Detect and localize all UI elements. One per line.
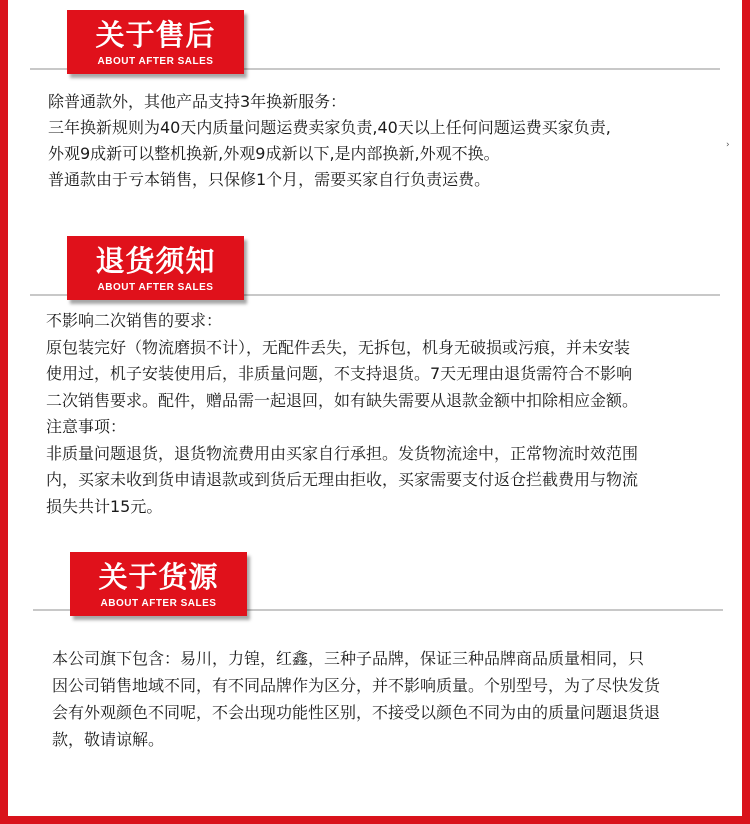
text-line: 三年换新规则为40天内质量问题运费卖家负责,40天以上任何问题运费买家负责,: [48, 118, 611, 137]
section-title: 关于货源: [98, 560, 219, 594]
text-line: 款，敬请谅解。: [52, 730, 165, 749]
text-line: 注意事项：: [46, 417, 127, 436]
section-header-badge: [70, 552, 247, 616]
section-subtitle: ABOUT AFTER SALES: [97, 282, 214, 293]
text-line: 外观9成新可以整机换新,外观9成新以下,是内部换新,外观不换。: [48, 144, 500, 163]
section-subtitle: ABOUT AFTER SALES: [100, 598, 217, 609]
side-mark: ›: [726, 140, 730, 150]
text-line: 会有外观颜色不同呢，不会出现功能性区别，不接受以颜色不同为由的质量问题退货退: [52, 703, 661, 722]
text-line: 损失共计15元。: [46, 496, 163, 516]
text-line: 因公司销售地域不同，有不同品牌作为区分，并不影响质量。个别型号，为了尽快发货: [52, 676, 661, 695]
section-body-return-notice: [46, 308, 638, 520]
text-line: 不影响二次销售的要求：: [46, 311, 223, 330]
text-line: 使用过，机子安装使用后，非质量问题，不支持退货。7天无理由退货需符合不影响: [46, 364, 633, 383]
frame-left-border: [0, 0, 8, 824]
frame-bottom-border: [0, 816, 750, 824]
section-body-after-sales: [48, 89, 611, 193]
text-line: 二次销售要求。配件，赠品需一起退回，如有缺失需要从退款金额中扣除相应金额。: [46, 390, 639, 410]
text-line: 内，买家未收到货申请退款或到货后无理由拒收，买家需要支付返仓拦截费用与物流: [46, 470, 639, 489]
section-body-product-source: [52, 645, 660, 753]
text-line: 除普通款外，其他产品支持3年换新服务：: [48, 92, 347, 111]
frame-right-border: [742, 0, 750, 824]
text-line: 本公司旗下包含：易川，力锽，红鑫，三种子品牌，保证三种品牌商品质量相同，只: [52, 649, 645, 668]
section-title: 退货须知: [95, 244, 216, 278]
text-line: 原包装完好（物流磨损不计），无配件丢失，无拆包，机身无破损或污痕，并未安装: [46, 337, 631, 357]
section-subtitle: ABOUT AFTER SALES: [97, 56, 214, 67]
text-line: 普通款由于亏本销售，只保修1个月，需要买家自行负责运费。: [48, 170, 491, 189]
text-line: 非质量问题退货，退货物流费用由买家自行承担。发货物流途中，正常物流时效范围: [46, 443, 639, 463]
section-header-badge: [67, 236, 244, 300]
section-header-badge: [67, 10, 244, 74]
section-title: 关于售后: [95, 18, 216, 52]
